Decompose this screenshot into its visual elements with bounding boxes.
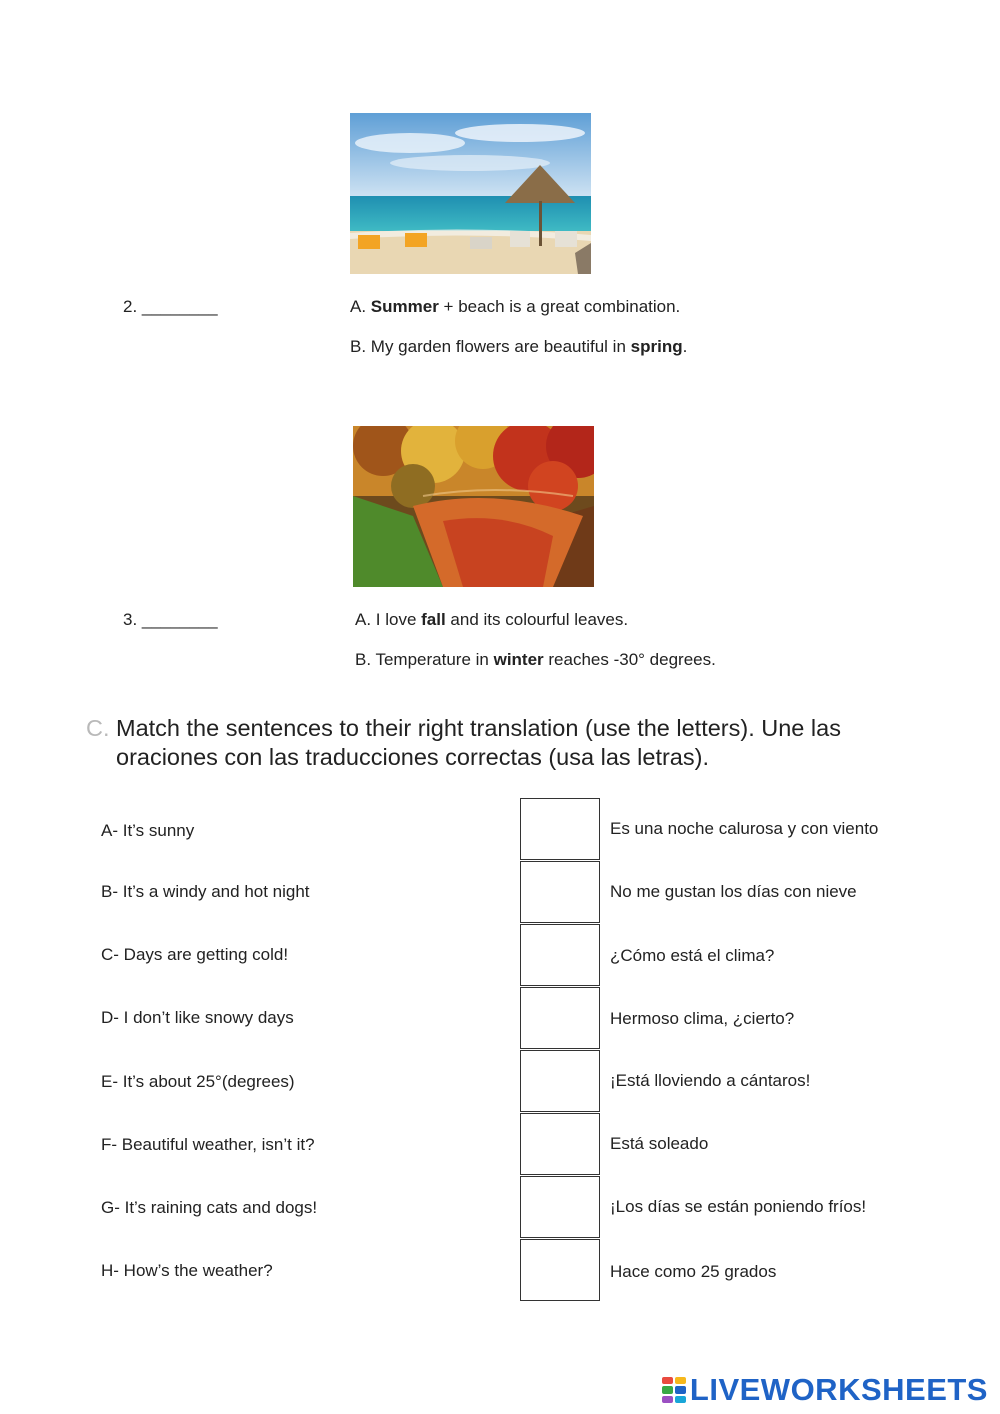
match-right-item: ¡Los días se están poniendo fríos! (610, 1197, 867, 1216)
question-2-number: 2. ________ (123, 297, 218, 316)
answer-box[interactable] (520, 861, 600, 923)
section-c-instruction (86, 714, 946, 772)
match-right-item: Es una noche calurosa y con viento (610, 819, 879, 838)
match-right-item: ¿Cómo está el clima? (610, 946, 775, 965)
question-3-option-b[interactable]: B. Temperature in winter reaches -30° degrees. (355, 650, 716, 669)
section-c-letter: C. (86, 715, 110, 741)
match-right-item: ¡Está lloviendo a cántaros! (610, 1071, 811, 1090)
match-left-item: A- It’s sunny (101, 821, 195, 840)
match-right-item: Está soleado (610, 1134, 709, 1153)
liveworksheets-logo (662, 1372, 988, 1408)
question-3-option-a[interactable]: A. I love fall and its colourful leaves. (355, 610, 629, 629)
autumn-photo (353, 426, 594, 587)
answer-box[interactable] (520, 1050, 600, 1112)
liveworksheets-logo-text: LIVEWORKSHEETS (689, 1372, 988, 1407)
section-c-text: Match the sentences to their right translation (use the letters). Une las oraciones con las traducciones correctas (usa las letras). (116, 715, 841, 770)
liveworksheets-logo-icon (662, 1377, 686, 1403)
question-2-option-b[interactable]: B. My garden flowers are beautiful in spring. (350, 337, 688, 356)
match-right-item: Hace como 25 grados (610, 1262, 777, 1281)
match-left-item: G- It’s raining cats and dogs! (101, 1198, 318, 1217)
answer-box[interactable] (520, 798, 600, 860)
answer-box[interactable] (520, 1113, 600, 1175)
beach-photo (350, 113, 591, 274)
match-left-item: C- Days are getting cold! (101, 945, 289, 964)
answer-box[interactable] (520, 924, 600, 986)
question-3-number: 3. ________ (123, 610, 218, 629)
answer-box[interactable] (520, 1176, 600, 1238)
match-left-item: D- I don’t like snowy days (101, 1008, 294, 1027)
match-left-item: E- It’s about 25°(degrees) (101, 1072, 295, 1091)
match-right-item: Hermoso clima, ¿cierto? (610, 1009, 795, 1028)
question-2-option-a[interactable]: A. Summer + beach is a great combination. (350, 297, 681, 316)
answer-box[interactable] (520, 987, 600, 1049)
answer-box[interactable] (520, 1239, 600, 1301)
match-right-item: No me gustan los días con nieve (610, 882, 857, 901)
match-left-item: F- Beautiful weather, isn’t it? (101, 1135, 315, 1154)
match-left-item: H- How’s the weather? (101, 1261, 273, 1280)
match-left-item: B- It’s a windy and hot night (101, 882, 310, 901)
